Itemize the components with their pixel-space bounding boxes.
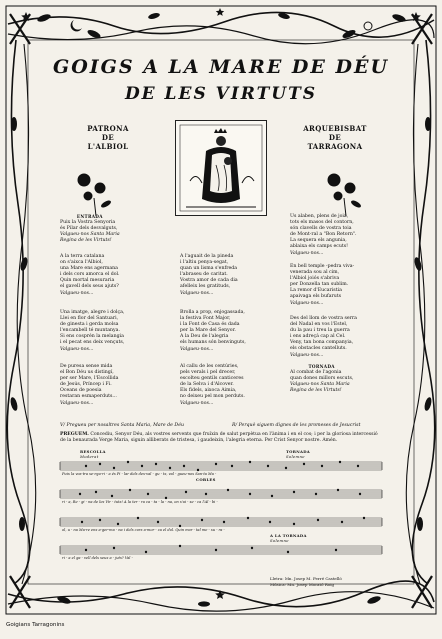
stanza-line: del Nadal en vos l'Estel, bbox=[290, 322, 348, 328]
patrona-label bbox=[58, 124, 158, 151]
stanza-refrain: Valgueu-nos... bbox=[180, 400, 214, 406]
stanza-line: escolteu gentils canticeres bbox=[180, 376, 244, 382]
arquebisbat-line-2: DE bbox=[328, 133, 342, 142]
entrada-head: ENTRADA bbox=[76, 214, 103, 219]
stanza-line: venerada sou al cim, bbox=[290, 270, 340, 276]
tornada-line-1: Al combat de l'agonia bbox=[290, 370, 342, 376]
stanza-line: el Bon Déu us distingí, bbox=[60, 370, 114, 376]
arquebisbat-line-1: ARQUEBISBAT bbox=[303, 124, 367, 133]
stanza-line: el gavell dels seus ajuts? bbox=[60, 284, 119, 290]
entrada-refrain-1: Valgueu-nos Santa Maria bbox=[60, 232, 120, 238]
stanza-line: Els fidels, aixoca Aimia, bbox=[180, 388, 237, 394]
score-label-tornada2: A LA TORNADA bbox=[270, 533, 307, 538]
patrona-line-2: DE bbox=[101, 133, 115, 142]
versicle-r: R/ Perquè siguem dignes de les promeses de Jesucrist bbox=[232, 423, 361, 428]
stanza-line: i l'altiu penya-segat, bbox=[180, 260, 229, 266]
stanza-line: Vostra amor de cada dia bbox=[180, 278, 238, 284]
stanza-line: l'encambell té muntanya. bbox=[60, 328, 120, 334]
patrona-line-3: L'ALBIOL bbox=[87, 142, 129, 151]
stanza-line: A la terra catalana bbox=[60, 254, 105, 259]
preguem-label: PREGUEM. bbox=[60, 432, 89, 437]
stanza-line: Si ens cosprén la melangia bbox=[60, 334, 124, 340]
score-tempo-right: Solemne bbox=[286, 454, 305, 459]
stanza-6 bbox=[180, 310, 246, 353]
stanza-refrain: Valgueu-nos... bbox=[60, 290, 94, 296]
stanza-line: i la Font de Casa és dada bbox=[180, 322, 240, 328]
stanza-line: De puresa sense mida bbox=[60, 364, 113, 369]
arquebisbat-label bbox=[285, 124, 385, 151]
credits bbox=[270, 576, 400, 587]
stanza-line: no deixeu pel mon perduts. bbox=[180, 394, 245, 400]
stanza-line: Veny, tan bona companyia, bbox=[290, 340, 354, 346]
stanza-line: i el pecat ens deix vençuts, bbox=[60, 340, 125, 346]
patrona-line-1: PATRONA bbox=[87, 124, 129, 133]
stanza-refrain: Valgueu-nos... bbox=[180, 290, 214, 296]
stanza-line: on s'aixca l'Albiol, bbox=[60, 260, 103, 266]
stanza-line: Oceans de poesia bbox=[60, 388, 102, 394]
stanza-line: A la Deu de l'alegria bbox=[180, 334, 229, 340]
stanza-line: per Donzella tan sublim. bbox=[290, 282, 349, 288]
stanza-line: els humans són benvinguts, bbox=[180, 340, 246, 346]
stanza-line: l'abraseu de caritat. bbox=[180, 272, 228, 278]
tornada-head: TORNADA bbox=[308, 364, 335, 369]
stanza-5 bbox=[60, 310, 124, 353]
stanza-line: Una imatge, alegre i dolça, bbox=[60, 310, 125, 315]
stanza-line: una Mare ens agermana bbox=[60, 266, 118, 272]
stanza-line: La remor d'Eucaristia bbox=[290, 288, 342, 294]
stanza-line: de Jesús, Príncep i Fi. bbox=[60, 382, 112, 388]
tornada-stanza bbox=[290, 364, 353, 394]
virgin-illustration bbox=[175, 120, 267, 216]
stanza-line: i dels cors amorca el dol. bbox=[60, 272, 120, 278]
entrada-stanza bbox=[60, 214, 120, 244]
versicle-v: V/ Pregueu per nosaltres Santa Maria, Mare de Déu bbox=[60, 423, 184, 428]
score-tempo-left: Moderat bbox=[80, 454, 99, 459]
stanza-line: afelleix les gratituds, bbox=[180, 284, 231, 290]
arquebisbat-line-3: TARRAGONA bbox=[307, 142, 363, 151]
tornada-refrain-1: Valgueu-nos Santa Maria bbox=[290, 382, 350, 388]
stanza-line: ablaixa els camps ecuts! bbox=[290, 244, 349, 250]
stanza-refrain: Valgueu-nos... bbox=[60, 400, 94, 406]
score-label-cobles: COBLES bbox=[196, 477, 216, 482]
score-label-tornada: TORNADA bbox=[286, 449, 311, 454]
credits-musica: Música: Mn. Josep Morató Roig bbox=[270, 581, 335, 587]
stanza-refrain: Valgueu-nos... bbox=[60, 346, 94, 352]
stanza-line: quan un lismа s'enfreda bbox=[180, 266, 238, 272]
stanza-line: restaran esmaperduts... bbox=[60, 394, 117, 400]
stanza-line: per ser Mare, l'Escollida bbox=[60, 376, 119, 382]
stanza-line: Des del llom de vostra serra bbox=[290, 316, 357, 321]
stanza-line: són clavells de vostra toia bbox=[290, 226, 352, 232]
score-label-entrada: RESCOLLA bbox=[80, 449, 106, 454]
score-lyric-1: Puix la vos-tra se-nyo-ri - a és Pi - lar dels des-val - gu - ts, val - gueu-nos San-ta Ma - bbox=[62, 472, 217, 476]
score-lyric-3: ol, u - na Ma-re ens a-ger-ma - na i dels cors a-mor - ca el dol. Quin mor - tal me - su - ra - bbox=[62, 528, 225, 532]
stanza-refrain: Valgueu-nos... bbox=[290, 352, 324, 358]
page-title: GOIGS A LA MARE DE DÉU bbox=[52, 56, 390, 78]
stanza-1 bbox=[290, 214, 357, 257]
stanza-line: tots els masos del contorn, bbox=[290, 220, 354, 226]
preguem-text: Concediu, Senyor Déu, als vostres servents que fruïxin de salut perpètua en l'ànima i en el cos; i per la gloriosa intercessió de la benaurada Verge Maria, siguin alliberats de tristesa, i gaudeixin, l'alegria eterna. Per Crist Senyor nostre. Amén. bbox=[60, 432, 378, 444]
score-tempo-bottom: Solemne bbox=[270, 538, 289, 543]
stanza-line: els obstacles cantelluts. bbox=[290, 346, 347, 352]
stanza-line: de la Selva i d'Alcover. bbox=[180, 382, 234, 388]
stanza-line: Us alaben, plens de joia, bbox=[290, 214, 349, 219]
stanza-line: du la pau i treu la guerra bbox=[290, 328, 350, 334]
tornada-line-2: quan dones millors escuts, bbox=[290, 376, 354, 382]
stanza-line: de Mont-ral a "Bon Retorn". bbox=[290, 232, 357, 238]
stanza-8 bbox=[60, 364, 118, 407]
page-subtitle: DE LES VIRTUTS bbox=[124, 84, 318, 104]
stanza-2 bbox=[60, 254, 120, 297]
stanza-9 bbox=[180, 364, 245, 407]
score-lyric-4: ri - a el ga - vell dels seus a - juts? Val - bbox=[62, 556, 133, 560]
stanza-3 bbox=[180, 254, 238, 297]
stanza-line: A l'aguait de la pineda bbox=[180, 254, 234, 259]
entrada-refrain-2: Regina de les Virtuts! bbox=[60, 238, 112, 244]
stanza-line: apaivaga els bufaruts bbox=[290, 294, 342, 300]
stanza-refrain: Valgueu-nos... bbox=[290, 250, 324, 256]
stanza-line: de ginesta i gerda molsa bbox=[60, 322, 119, 328]
stanza-line: Al callu de les centúries, bbox=[180, 364, 239, 369]
tornada-refrain-2: Regina de les Virtuts! bbox=[290, 388, 342, 394]
entrada-line-1: Puix la Vostra Senyoria bbox=[60, 220, 116, 226]
credits-lletra: Lletra: Mn. Josep M. Ferré Castelló bbox=[270, 576, 342, 581]
stanza-4 bbox=[290, 264, 354, 307]
stanza-line: l'Albiol joiós s'abriva bbox=[290, 276, 340, 282]
stanza-line: pels verals i pel drecer, bbox=[180, 370, 236, 376]
score-lyric-2: ri - a, Re - gi - na de les Vir - tuts! A la ter - ra ca - ta - la - na, on s'ai - xe - ca l'Al - bi - bbox=[62, 500, 218, 504]
entrada-line-2: és Pilar dels desvalguts, bbox=[60, 226, 118, 232]
preguem-prayer bbox=[60, 432, 380, 444]
stanza-line: i ens adreçá cap al Cel. bbox=[290, 334, 346, 340]
stanza-line: la festiva Font Major, bbox=[180, 316, 231, 322]
stanza-refrain: Valgueu-nos... bbox=[180, 346, 214, 352]
footer-publisher: Goigians Tarragonins bbox=[6, 622, 65, 628]
stanza-7 bbox=[290, 316, 357, 359]
stanza-line: En bell temple -pedra viva- bbox=[290, 264, 355, 269]
stanza-line: per la Mare del Senyor. bbox=[180, 328, 236, 334]
stanza-line: La sequera els angunia, bbox=[290, 238, 347, 244]
stanza-line: Quin mortal mesuraria bbox=[60, 278, 115, 284]
stanza-refrain: Valgueu-nos... bbox=[290, 300, 324, 306]
stanza-line: Brolla a prop, enjogassada, bbox=[180, 310, 245, 315]
stanza-line: Llei en flor del Santuari, bbox=[60, 316, 119, 322]
